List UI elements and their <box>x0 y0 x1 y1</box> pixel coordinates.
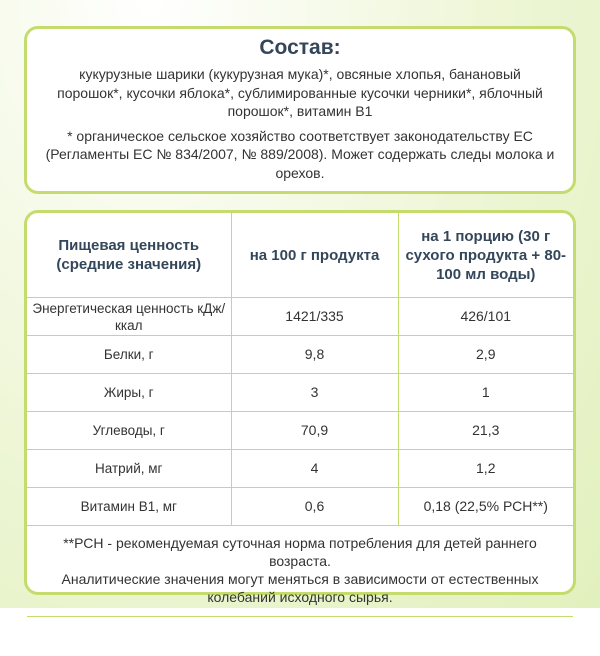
footnote-row <box>27 526 573 617</box>
organic-note: * органическое сельское хозяйство соответствует законодательству ЕС (Регламенты ЕС № 834/2007, № 889/2008). Может содержать следы молока и орехов. <box>45 127 555 181</box>
cell-per-100g: 4 <box>231 450 398 488</box>
row-label-vitamin-b1: Витамин B1, мг <box>27 488 231 526</box>
composition-card <box>24 26 576 194</box>
cell-per-serving: 21,3 <box>398 412 573 450</box>
cell-per-100g: 9,8 <box>231 336 398 374</box>
header-per-100g: на 100 г продукта <box>231 213 398 298</box>
table-footnote <box>27 526 573 617</box>
header-nutrition-value: Пищевая ценность (средние значения) <box>27 213 231 298</box>
row-label-sodium: Натрий, мг <box>27 450 231 488</box>
cell-per-serving: 2,9 <box>398 336 573 374</box>
table-header-row <box>27 213 573 298</box>
cell-per-100g: 70,9 <box>231 412 398 450</box>
ingredients-text: кукурузные шарики (кукурузная мука)*, овсяные хлопья, банановый порошок*, кусочки яблока*, сублимированные кусочки черники*, яблочный порошок*, витамин B1 <box>57 66 543 119</box>
row-label-energy: Энергетическая ценность кДж/ккал <box>27 298 231 336</box>
table-row <box>27 336 573 374</box>
cell-per-serving: 1,2 <box>398 450 573 488</box>
analytical-values-note: Аналитические значения могут меняться в зависимости от естественных колебаний исходного сырья. <box>61 571 539 605</box>
cell-per-serving: 426/101 <box>398 298 573 336</box>
cell-per-serving: 1 <box>398 374 573 412</box>
table-row <box>27 450 573 488</box>
rsn-footnote: **РСН - рекомендуемая суточная норма потребления для детей раннего возраста. <box>63 535 537 569</box>
header-per-serving: на 1 порцию (30 г сухого продукта + 80-100 мл воды) <box>398 213 573 298</box>
cell-per-100g: 1421/335 <box>231 298 398 336</box>
cell-per-serving: 0,18 (22,5% РСН**) <box>398 488 573 526</box>
row-label-fat: Жиры, г <box>27 374 231 412</box>
table-row <box>27 412 573 450</box>
table-row <box>27 488 573 526</box>
row-label-carbs: Углеводы, г <box>27 412 231 450</box>
composition-title: Состав: <box>259 36 341 59</box>
table-row <box>27 298 573 336</box>
table-row <box>27 374 573 412</box>
nutrition-table <box>27 213 573 617</box>
nutrition-card <box>24 210 576 605</box>
cell-per-100g: 3 <box>231 374 398 412</box>
cell-per-100g: 0,6 <box>231 488 398 526</box>
row-label-protein: Белки, г <box>27 336 231 374</box>
